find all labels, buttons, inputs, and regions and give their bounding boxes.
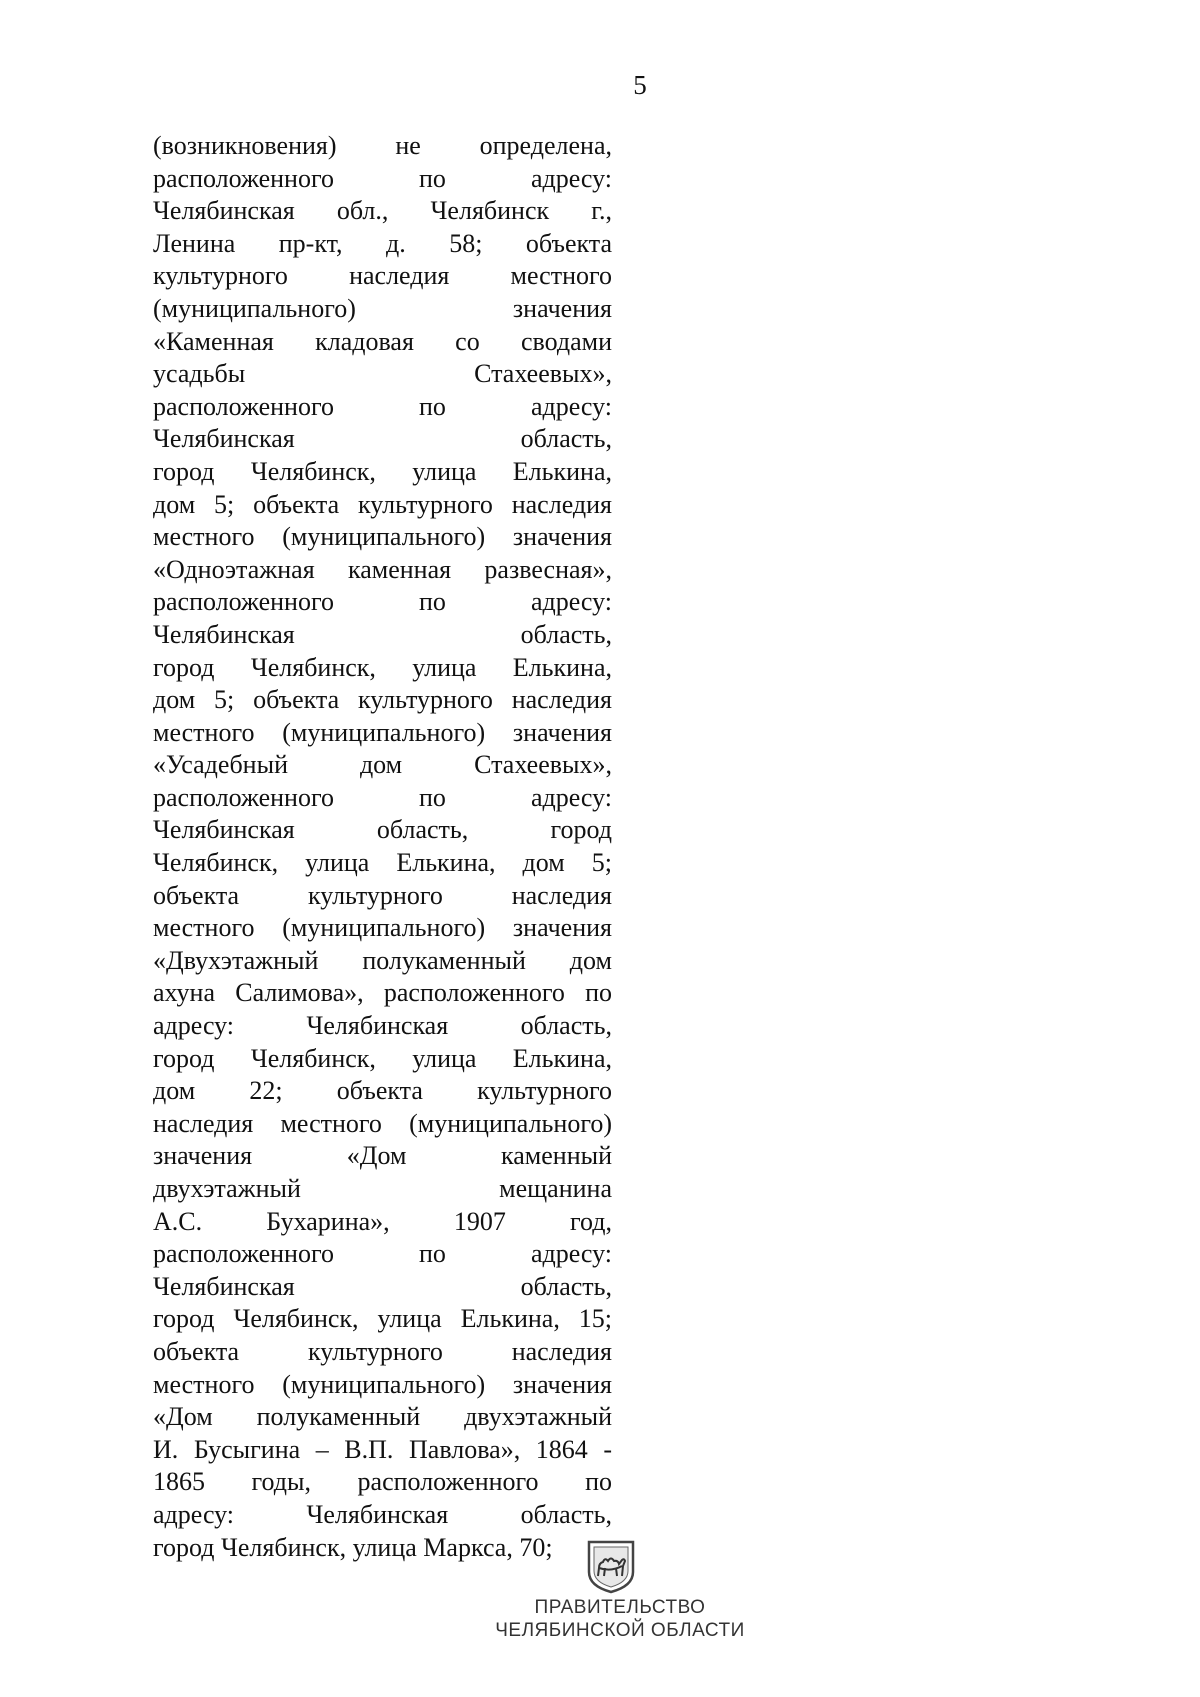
text-line: дом 22; объекта культурного: [153, 1076, 612, 1106]
text-line: «Двухэтажный полукаменный дом: [153, 945, 612, 975]
text-line: «Одноэтажная каменная развесная»,: [153, 554, 612, 584]
text-line: город Челябинск, улица Елькина,: [153, 652, 612, 682]
text-line: город Челябинск, улица Елькина, 15;: [153, 1304, 612, 1334]
text-line: объекта культурного наследия: [153, 880, 612, 910]
text-line: (муниципального) значения: [153, 293, 612, 323]
text-line: А.С. Бухарина», 1907 год,: [153, 1206, 612, 1236]
text-line: значения «Дом каменный: [153, 1141, 612, 1171]
text-line: объекта культурного наследия: [153, 1336, 612, 1366]
text-line: наследия местного (муниципального): [153, 1108, 612, 1138]
text-line: дом 5; объекта культурного наследия: [153, 489, 612, 519]
camel-emblem-icon: [585, 1538, 637, 1594]
text-line: расположенного по адресу:: [153, 163, 612, 193]
text-line: дом 5; объекта культурного наследия: [153, 685, 612, 715]
text-line: город Челябинск, улица Елькина,: [153, 456, 612, 486]
text-line: Челябинская область,: [153, 424, 612, 454]
text-line: местного (муниципального) значения: [153, 717, 612, 747]
text-line: расположенного по адресу:: [153, 782, 612, 812]
text-line: «Усадебный дом Стахеевых»,: [153, 750, 612, 780]
text-line: ахуна Салимова», расположенного по: [153, 978, 612, 1008]
text-line: Челябинская обл., Челябинск г.,: [153, 196, 612, 226]
text-line: Челябинская область,: [153, 619, 612, 649]
text-line: город Челябинск, улица Маркса, 70;: [153, 1532, 553, 1562]
stamp-line-government: ПРАВИТЕЛЬСТВО: [534, 1597, 706, 1618]
stamp-line-region: ЧЕЛЯБИНСКОЙ ОБЛАСТИ: [495, 1620, 745, 1641]
text-line: «Каменная кладовая со сводами: [153, 326, 612, 356]
text-line: 1865 годы, расположенного по: [153, 1467, 612, 1497]
text-line: местного (муниципального) значения: [153, 913, 612, 943]
body-text: [153, 130, 612, 1564]
text-line: Челябинская область,: [153, 1271, 612, 1301]
text-line: (возникновения) не определена,: [153, 131, 612, 160]
text-line: местного (муниципального) значения: [153, 522, 612, 552]
page-number: 5: [633, 70, 647, 100]
text-line: местного (муниципального) значения: [153, 1369, 612, 1399]
text-line: адресу: Челябинская область,: [153, 1499, 612, 1529]
text-line: адресу: Челябинская область,: [153, 1011, 612, 1041]
text-line: «Дом полукаменный двухэтажный: [153, 1402, 612, 1432]
text-line: расположенного по адресу:: [153, 391, 612, 421]
text-line: усадьбы Стахеевых»,: [153, 359, 612, 389]
text-line: расположенного по адресу:: [153, 587, 612, 617]
stamp-caption: [430, 1596, 810, 1642]
text-line: Челябинская область, город: [153, 815, 612, 845]
text-line: двухэтажный мещанина: [153, 1174, 612, 1203]
text-line: расположенного по адресу:: [153, 1239, 612, 1269]
text-line: Челябинск, улица Елькина, дом 5;: [153, 848, 612, 878]
text-line: Ленина пр-кт, д. 58; объекта: [153, 228, 612, 258]
text-line: город Челябинск, улица Елькина,: [153, 1043, 612, 1073]
text-line: культурного наследия местного: [153, 261, 612, 291]
text-line: И. Бусыгина – В.П. Павлова», 1864 -: [153, 1434, 612, 1464]
